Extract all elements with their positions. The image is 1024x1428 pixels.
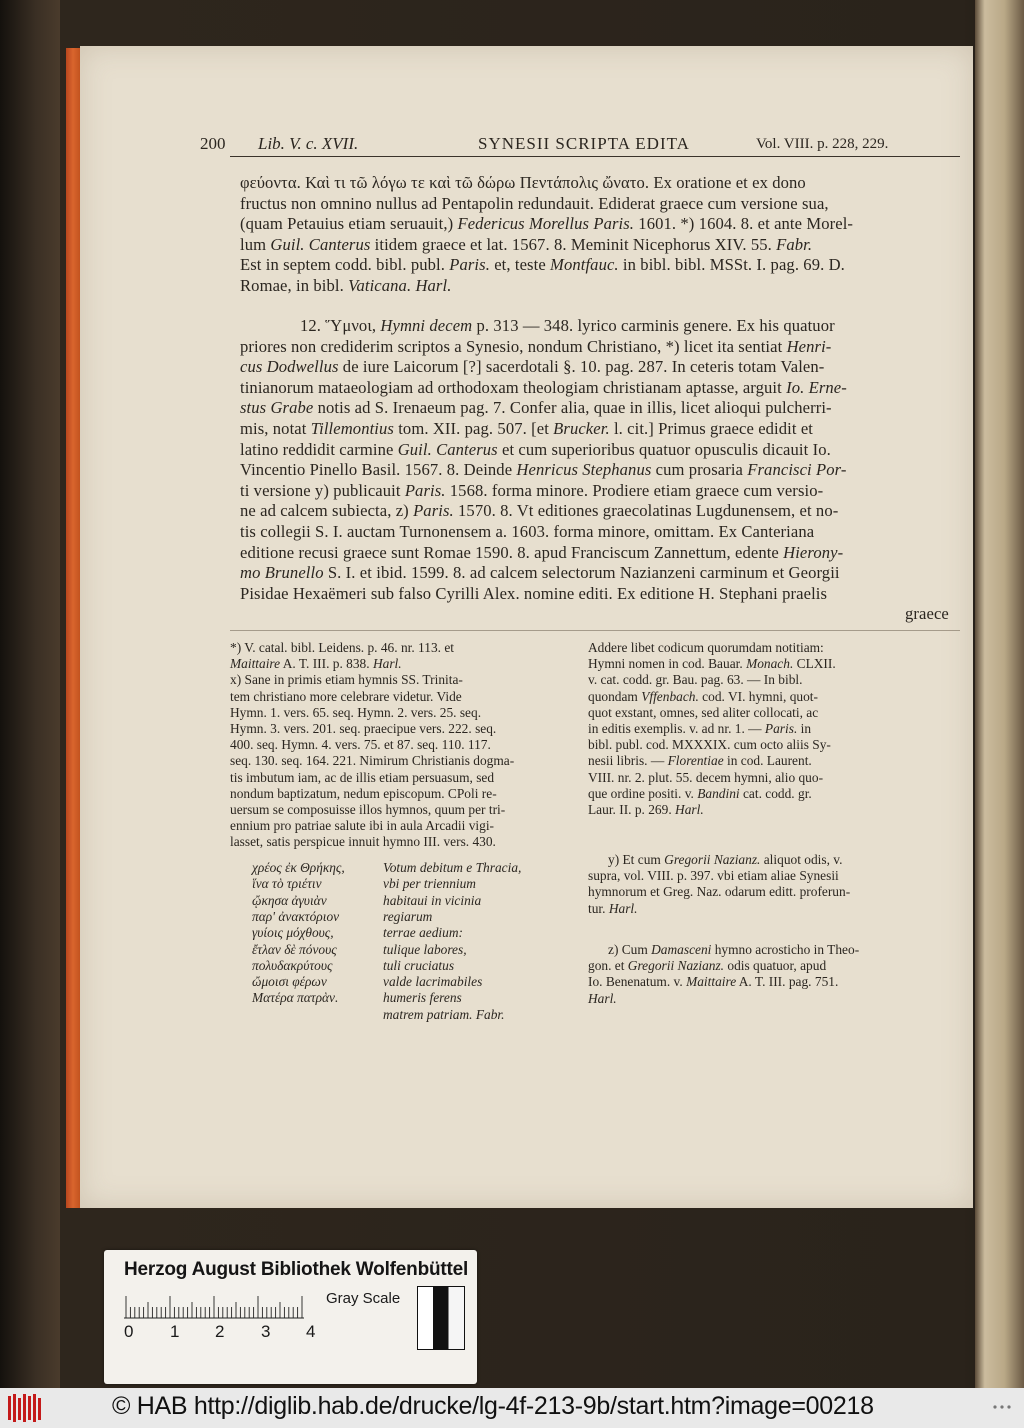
body-line: Romae, in bibl. Vaticana. Harl. <box>240 275 452 295</box>
body-line: mo Brunello S. I. et ibid. 1599. 8. ad calcem selectorum Nazianzeni carminum et Georgii <box>240 563 840 583</box>
body-line: Est in septem codd. bibl. publ. Paris. et, teste Montfauc. in bibl. bibl. MSSt. I. pag. 69. D. <box>240 255 845 274</box>
footnote-line: hymnorum et Greg. Naz. odarum editt. proferun- <box>588 884 851 900</box>
body-line: (quam Petauius etiam seruauit,) Federicus Morellus Paris. 1601. *) 1604. 8. et ante Morel- <box>240 214 854 233</box>
footnote-line: bibl. publ. cod. MXXXIX. cum octo aliis Sy- <box>588 737 831 753</box>
footnote-line: supra, vol. VIII. p. 397. vbi etiam aliae Synesii <box>588 868 839 884</box>
hab-logo-icon <box>6 1392 46 1424</box>
library-label-card <box>104 1250 477 1384</box>
footnote-line: y) Et cum Gregorii Nazianz. aliquot odis, v. <box>608 852 843 867</box>
footnote-line: lasset, satis perspicue innuit hymno III. vers. 430. <box>230 834 496 850</box>
header-rule <box>230 156 960 157</box>
footnote-line: Hymn. 1. vers. 65. seq. Hymn. 2. vers. 25. seq. <box>230 704 482 720</box>
verse-greek-line: ᾤκησα ἀγυιὰν <box>252 892 327 908</box>
volume-reference: Vol. VIII. p. 228, 229. <box>756 136 889 152</box>
body-line: Vincentio Pinello Basil. 1567. 8. Deinde Henricus Stephanus cum prosaria Francisci Por- <box>240 460 847 480</box>
body-line: φεύοντα. Καὶ τι τῶ λόγω τε καὶ τῶ δώρω Πεντάπολις ὤνατο. Ex oratione et ex dono <box>240 173 806 192</box>
footnote-line: nondum baptizatum, nedum episcopum. CPoli re- <box>230 785 497 801</box>
body-line: cus Dodwellus de iure Laicorum [?] sacerdotali §. 10. pag. 287. In ceteris totam Valen- <box>240 357 825 377</box>
ruler-tick-0: 0 <box>124 1322 134 1341</box>
footnote-line: *) V. catal. bibl. Leidens. p. 46. nr. 113. et <box>230 640 455 655</box>
ruler-tick-2: 2 <box>215 1322 225 1341</box>
verse-greek-line: παρ' ἀνακτόριον <box>252 908 340 924</box>
page-number: 200 <box>200 134 226 153</box>
body-line: tis collegii S. I. auctam Turnonensem a. 1603. forma minore, omittam. Ex Canteriana <box>240 522 815 541</box>
verse-latin-line: matrem patriam. Fabr. <box>383 1006 505 1022</box>
body-line: stus Grabe notis ad S. Irenaeum pag. 7. Confer alia, quae in illis, licet alioqui pulcherri- <box>240 398 832 418</box>
red-page-edge <box>66 48 80 1208</box>
body-line: editione recusi graece sunt Romae 1590. 8. apud Franciscum Zannettum, edente Hierony- <box>240 542 844 562</box>
verse-latin-line: terrae aedium: <box>383 925 463 941</box>
footnote-line: in editis exemplis. v. ad nr. 1. — Paris. in <box>588 721 812 736</box>
verse-latin-line: valde lacrimabiles <box>383 974 483 990</box>
footnote-line: x) Sane in primis etiam hymnis SS. Trinita- <box>230 672 463 688</box>
gray-scale-swatch <box>417 1286 465 1350</box>
verse-greek-line: γυίοις μόχθους, <box>252 925 334 941</box>
footnote-line: gon. et Gregorii Nazianz. odis quatuor, apud <box>588 958 827 974</box>
verse-greek-line: Ματέρα πατρὰν. <box>252 990 339 1006</box>
ruler-scale <box>124 1294 304 1328</box>
footnote-line: Hymni nomen in cod. Bauar. Monach. CLXII. <box>588 656 836 672</box>
running-title: SYNESII SCRIPTA EDITA <box>478 134 690 153</box>
footnote-line: Maittaire A. T. III. p. 838. Harl. <box>230 656 402 672</box>
body-line: mis, notat Tillemontius tom. XII. pag. 507. [et Brucker. l. cit.] Primus graece edidit et <box>240 419 814 438</box>
body-line: fructus non omnino nullus ad Pentapolin redundauit. Ediderat graece cum versione sua, <box>240 193 829 213</box>
footnote-line: tur. Harl. <box>588 900 638 916</box>
body-line: 12. Ὕμνοι, Hymni decem p. 313 — 348. lyrico carminis genere. Ex his quatuor <box>300 316 835 335</box>
footnote-line: Addere libet codicum quorumdam notitiam: <box>588 640 824 655</box>
body-line: ne ad calcem subiecta, z) Paris. 1570. 8. Vt editiones graecolatinas Lugdunensem, et no- <box>240 501 839 521</box>
verse-latin-line: tulique labores, <box>383 941 467 957</box>
footnote-line: ennium pro patriae salute ibi in aula Arcadii vigi- <box>230 818 495 834</box>
library-name: Herzog August Bibliothek Wolfenbüttel <box>124 1259 469 1280</box>
body-line: latino reddidit carmine Guil. Canterus et cum superioribus quatuor opusculis dicauit Io. <box>240 439 831 459</box>
verse-latin-line: humeris ferens <box>383 990 462 1006</box>
footnote-line: v. cat. codd. gr. Bau. pag. 63. — In bibl. <box>588 672 803 688</box>
ruler-tick-3: 3 <box>261 1322 271 1341</box>
body-line: priores non crediderim scriptos a Synesio, nondum Christiano, *) licet ita sentiat Henri- <box>240 336 832 356</box>
book-page <box>80 46 973 1208</box>
footnote-line: Hymn. 3. vers. 201. seq. praecipue vers. 222. seq. <box>230 721 497 736</box>
footnote-line: Io. Benenatum. v. Maittaire A. T. III. pag. 751. <box>588 974 839 990</box>
ruler-tick-1: 1 <box>170 1322 180 1341</box>
verse-latin-line: tuli cruciatus <box>383 957 455 973</box>
footer-copyright-url[interactable]: © HAB http://diglib.hab.de/drucke/lg-4f-213-9b/start.htm?image=00218 <box>112 1392 874 1420</box>
ruler-tick-4: 4 <box>306 1322 316 1341</box>
book-reference: Lib. V. c. XVII. <box>258 134 359 153</box>
body-line: tinianorum mataeologiam ad orthodoxam theologiam christianam aptasse, arguit Io. Erne- <box>240 377 847 397</box>
footnote-line: que ordine positi. v. Bandini cat. codd. gr. <box>588 785 812 801</box>
body-line: lum Guil. Canterus itidem graece et lat. 1567. 8. Meminit Nicephorus XIV. 55. Fabr. <box>240 234 813 254</box>
footnote-line: tem christiano more celebrare videtur. Vide <box>230 688 462 704</box>
verse-greek-line: ἵνα τὸ τριέτιν <box>252 876 322 892</box>
body-line: graece <box>905 604 949 624</box>
verse-latin-line: Votum debitum e Thracia, <box>383 860 522 875</box>
verse-latin-line: habitaui in vicinia <box>383 892 482 908</box>
verse-greek-line: πολυδακρύτους <box>252 957 333 973</box>
verse-greek-line: χρέος ἐκ Θρήκης, <box>252 860 345 875</box>
body-line: Pisidae Hexaëmeri sub falso Cyrilli Alex. nomine editi. Ex editione H. Stephani praelis <box>240 583 828 603</box>
verse-greek-line: ὤμοισι φέρων <box>252 974 327 990</box>
gray-scale-label: Gray Scale <box>326 1290 401 1307</box>
footnote-line: Laur. II. p. 269. Harl. <box>588 802 704 817</box>
footer-bar <box>0 1388 1024 1428</box>
verse-latin-line: regiarum <box>383 908 433 924</box>
footnote-line: 400. seq. Hymn. 4. vers. 75. et 87. seq. 110. 117. <box>230 737 491 753</box>
body-line: ti versione y) publicauit Paris. 1568. forma minore. Prodiere etiam graece cum versio- <box>240 480 824 500</box>
footnote-line: z) Cum Damasceni hymno acrosticho in Theo- <box>608 942 860 957</box>
footnote-line: VIII. nr. 2. plut. 55. decem hymni, alio quo- <box>588 769 824 785</box>
footnote-line: tis imbutum iam, ac de illis etiam persuasum, sed <box>230 769 495 785</box>
footnote-line: quondam Vffenbach. cod. VI. hymni, quot- <box>588 688 818 704</box>
verse-greek-line: ἔτλαν δὲ πόνους <box>252 941 337 957</box>
footnote-line: Harl. <box>588 990 617 1006</box>
footnote-separator <box>230 630 960 631</box>
verse-latin-line: vbi per triennium <box>383 876 476 892</box>
footnote-line: nesii libris. — Florentiae in cod. Laurent. <box>588 753 812 769</box>
footnote-line: seq. 130. seq. 164. 221. Nimirum Christianis dogma- <box>230 753 515 769</box>
footnote-line: uersum se composuisse illos hymnos, quum per tri- <box>230 802 506 817</box>
footer-dots-icon <box>992 1404 1016 1410</box>
book-right-edge <box>975 0 1024 1388</box>
footnote-line: quot exstant, omnes, sed aliter collocati, ac <box>588 704 819 720</box>
book-left-edge <box>0 0 60 1388</box>
